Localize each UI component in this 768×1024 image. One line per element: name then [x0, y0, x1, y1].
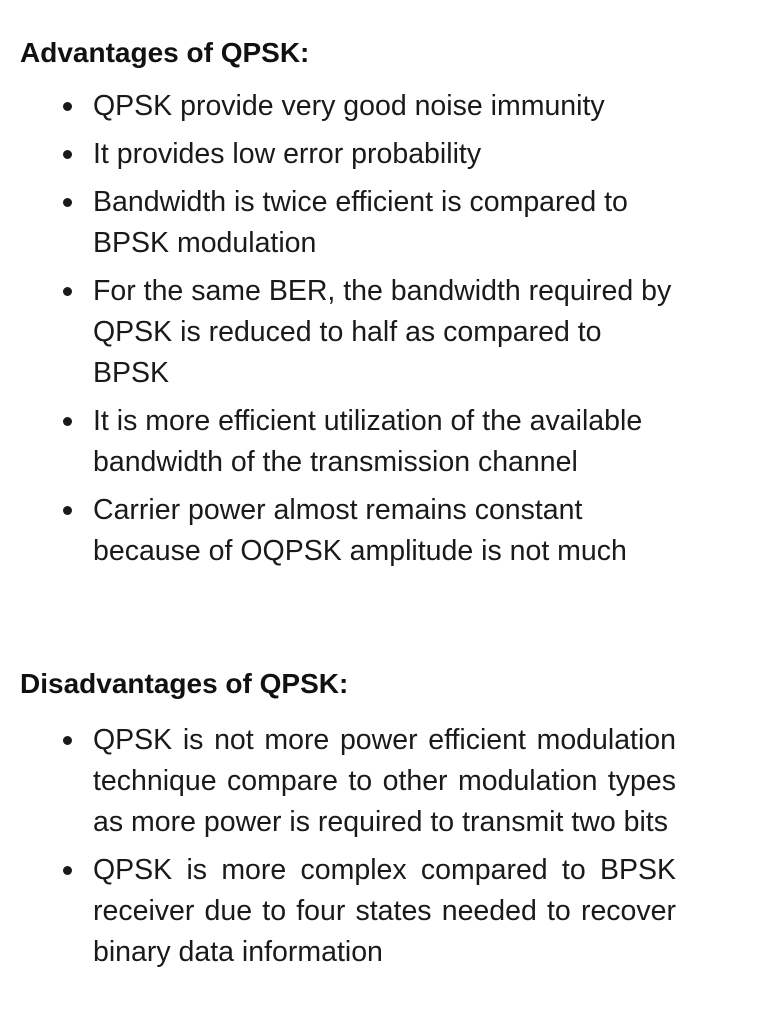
list-item [0, 182, 676, 264]
list-item-text: QPSK is more complex compared to BPSK receiver due to four states needed to recover binary data information [93, 854, 676, 968]
list-item-text: QPSK is not more power efficient modulation technique compare to other modulation types as more power is required to transmit two bits [93, 724, 676, 838]
bullet-icon [63, 736, 72, 745]
bullet-icon [63, 150, 72, 159]
disadvantages-list [0, 720, 768, 980]
list-item-text: It provides low error probability [93, 138, 482, 170]
list-item-text: QPSK provide very good noise immunity [93, 90, 605, 122]
advantages-heading: Advantages of QPSK: [20, 37, 310, 68]
list-item [0, 271, 676, 394]
list-item [0, 86, 676, 127]
bullet-icon [63, 506, 72, 515]
list-item [0, 401, 676, 483]
bullet-icon [63, 102, 72, 111]
list-item-text: It is more efficient utilization of the available bandwidth of the transmission channel [93, 405, 643, 478]
bullet-icon [63, 417, 72, 426]
list-item-text: For the same BER, the bandwidth required by QPSK is reduced to half as compared to BPSK [93, 275, 672, 389]
bullet-icon [63, 866, 72, 875]
list-item [0, 720, 676, 843]
list-item [0, 850, 676, 973]
list-item-text: Bandwidth is twice efficient is compared to BPSK modulation [93, 186, 628, 259]
bullet-icon [63, 287, 72, 296]
list-item [0, 490, 676, 572]
advantages-list [0, 86, 768, 579]
disadvantages-heading: Disadvantages of QPSK: [20, 668, 349, 699]
list-item [0, 134, 676, 175]
list-item-text: Carrier power almost remains constant because of OQPSK amplitude is not much [93, 494, 627, 567]
bullet-icon [63, 198, 72, 207]
